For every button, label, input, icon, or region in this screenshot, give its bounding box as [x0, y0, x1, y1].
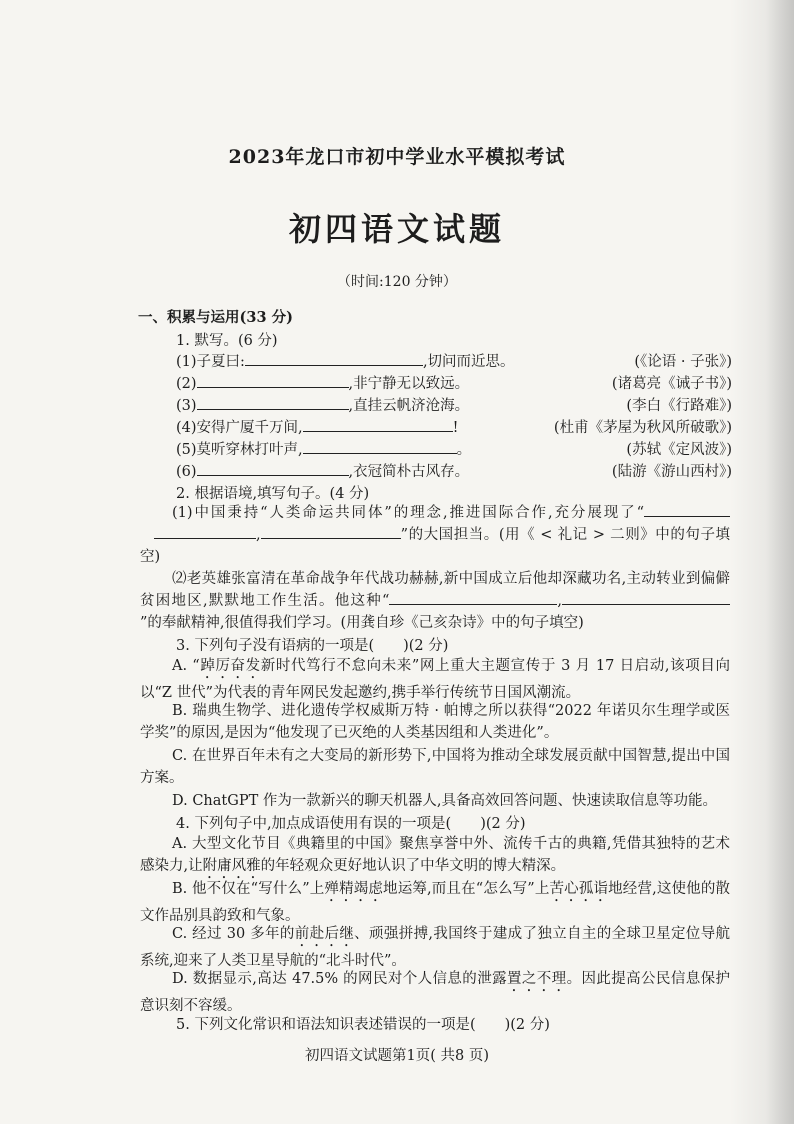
option-text: 、顽强拼搏,我国终于建成了独立自主的全球卫星定位导航系统,迎来了人类卫星导航的“北斗时代”。 — [140, 926, 731, 969]
q4-option-b — [140, 878, 730, 927]
q2-stem: 2. 根据语境,填写句子。(4 分) — [176, 486, 370, 502]
q1-item — [176, 350, 515, 371]
section-heading: 一、积累与运用(33 分) — [138, 309, 293, 326]
option-text: 地经营,这使他的散文作品别具韵致和气象。 — [140, 881, 730, 924]
q2-part1: (1)中国秉持“人类命运共同体”的理念,推进国际合作,充分展现了“, ”的大国担当。(用《 < 礼记 > 二则》中的句子填空) — [140, 505, 730, 565]
q3-option-b: B. 瑞典生物学、进化遗传学权威斯万特 · 帕博之所以获得“2022 年诺贝尔生理学或医学奖”的原因,是因为“他发现了已灭绝的人类基因组和人类进化”。 — [140, 703, 730, 741]
q1-source: (诸葛亮《诫子书》) — [611, 376, 732, 392]
dotted-phrase: 置之不理 — [506, 971, 567, 987]
q1-item-text: (3) — [176, 398, 197, 414]
q1-item-text: (2) — [176, 376, 197, 392]
q4-option-d — [140, 968, 730, 1017]
q3-stem: 3. 下列句子没有语病的一项是( )(2 分) — [176, 638, 449, 654]
page-footer: 初四语文试题第1页( 共8 页) — [305, 1048, 489, 1064]
option-text: 的年轻观众更好地认识了中华文明的博大精深。 — [260, 858, 566, 874]
subject-title: 初四语文试题 — [288, 210, 505, 248]
option-text: A. “ — [172, 658, 200, 674]
q1-item-text: ,非宁静无以致远。 — [348, 376, 470, 392]
answer-blank[interactable] — [197, 374, 349, 388]
option-text: D. 数据显示,高达 47.5% 的网民对个人信息的泄露 — [172, 971, 507, 987]
q1-item-text: (4)安得广厦千万间, — [176, 420, 303, 436]
q1-item — [176, 394, 469, 415]
option-text: B. 他不仅在“写什么”上 — [172, 881, 325, 897]
q3-option-a — [140, 655, 730, 704]
q1-item-text: (1)子夏曰: — [176, 354, 245, 370]
q2-part1-text: (1)中国秉持“人类命运共同体”的理念,推进国际合作,充分展现了“ — [172, 505, 644, 521]
dotted-phrase: 殚精竭虑 — [324, 881, 384, 897]
answer-blank[interactable] — [303, 418, 453, 432]
answer-blank[interactable] — [245, 352, 423, 366]
q2-part2-text: ⑵老英雄张富清在革命战争年代战功赫赫,新中国成立后他却深藏功名,主动转业到偏僻贫困地区,默默地工作生活。他这种“ — [140, 571, 730, 609]
q1-item-text: ! — [452, 420, 459, 436]
q2-part2 — [140, 568, 730, 634]
q5-stem: 5. 下列文化常识和语法知识表述错误的一项是( )(2 分) — [176, 1017, 550, 1033]
exam-title: 2023年龙口市初中学业水平模拟考试 — [228, 146, 566, 168]
answer-blank[interactable] — [562, 591, 730, 605]
dotted-phrase: 附庸风雅 — [202, 858, 261, 874]
q1-item-text: ,切问而近思。 — [422, 354, 515, 370]
q1-source: (苏轼《定风波》) — [626, 442, 732, 458]
dotted-phrase: 踔厉奋发 — [199, 658, 261, 674]
option-text: A. 大型文化节目《典籍里的中国》聚焦享誉中外、流传千古的典籍,凭借其独特的艺术感染力,让 — [140, 836, 730, 874]
q2-part2-text: , — [557, 593, 562, 609]
answer-blank[interactable] — [261, 525, 401, 539]
q1-item-text: ,衣冠简朴古风存。 — [348, 464, 470, 480]
q2-part2-text: ”的奉献精神,很值得我们学习。(用龚自珍《己亥杂诗》中的句子填空) — [140, 615, 584, 631]
q1-item-text: 。 — [456, 442, 472, 458]
answer-blank[interactable] — [154, 525, 256, 539]
q4-stem: 4. 下列句子中,加点成语使用有误的一项是( )(2 分) — [176, 816, 526, 832]
q1-source: (李白《行路难》) — [626, 398, 732, 414]
answer-blank[interactable] — [303, 440, 457, 454]
answer-blank[interactable] — [389, 591, 557, 605]
q2-part1-text: ”的大国担当。(用《 < 礼记 > 二则》中的句子填空) — [140, 527, 730, 565]
option-text: C. 经过 30 多年的 — [172, 926, 295, 942]
q3-option-c: C. 在世界百年未有之大变局的新形势下,中国将为推动全球发展贡献中国智慧,提出中国方案。 — [140, 748, 730, 786]
q1-item — [176, 438, 471, 459]
q4-option-c — [140, 923, 730, 972]
q1-item — [176, 460, 469, 481]
q1-source: (陆游《游山西村》) — [611, 464, 732, 480]
option-text: 新时代笃行不怠向未来”网上重大主题宣传于 3 月 17 日启动,该项目向以“Z 世代”为代表的青年网民发起邀约,携手举行传统节日国风潮流。 — [140, 658, 730, 701]
dotted-phrase: 前赴后继 — [294, 926, 355, 942]
q1-item — [176, 372, 469, 393]
q1-item-text: ,直挂云帆济沧海。 — [348, 398, 470, 414]
q1-item-text: (6) — [176, 464, 197, 480]
q1-item-text: (5)莫听穿林打叶声, — [176, 442, 303, 458]
q1-source: (《论语 · 子张》) — [634, 354, 732, 370]
q1-stem: 1. 默写。(6 分) — [176, 333, 278, 349]
q1-item — [176, 416, 458, 437]
option-text: 地运筹,而且在“怎么写”上 — [383, 881, 550, 897]
q1-source: (杜甫《茅屋为秋风所破歌》) — [553, 420, 732, 436]
answer-blank[interactable] — [197, 396, 349, 410]
option-text: 。因此提高公民信息保护意识刻不容缓。 — [140, 971, 730, 1014]
time-limit: （时间:120 分钟） — [337, 274, 457, 290]
answer-blank[interactable] — [197, 462, 349, 476]
dotted-phrase: 苦心孤诣 — [549, 881, 609, 897]
q4-option-a — [140, 833, 730, 882]
q3-option-d: D. ChatGPT 作为一款新兴的聊天机器人,具备高效回答问题、快速读取信息等功能。 — [172, 793, 717, 809]
answer-blank[interactable] — [644, 503, 730, 517]
